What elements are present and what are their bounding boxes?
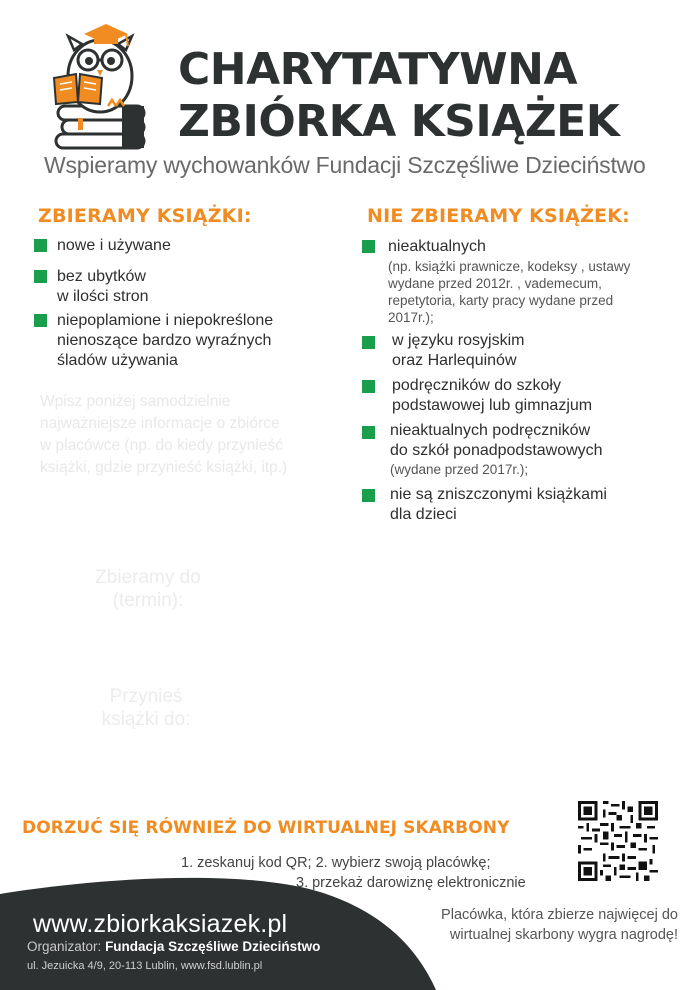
accepted-item-3-line-2: nienoszące bardzo wyraźnych bbox=[57, 332, 272, 349]
rejected-item-2-line-1: w języku rosyjskim bbox=[392, 332, 525, 349]
info-placeholder-line-4: książki, gdzie przynieść książki, itp.) bbox=[40, 459, 288, 476]
accepted-item-3-line-3: śladów używania bbox=[57, 352, 178, 369]
organizer-label: Organizator: bbox=[27, 939, 102, 954]
info-placeholder-line-3: w placówce (np. do kiedy przynieść bbox=[40, 437, 283, 454]
rejected-item-4-line-1: nieaktualnych podręczników bbox=[390, 422, 591, 439]
rejected-item-5-line-1: nie są zniszczonymi książkami bbox=[390, 486, 607, 503]
organizer-address: ul. Jezuicka 4/9, 20-113 Lublin, www.fsd.lublin.pl bbox=[27, 960, 263, 972]
rejected-heading: NIE ZBIERAMY KSIĄŻEK: bbox=[367, 205, 630, 227]
prize-line-2: wirtualnej skarbony wygra nagrodę! bbox=[449, 927, 678, 943]
rejected-item-3-line-2: podstawowej lub gimnazjum bbox=[392, 397, 593, 414]
title-line-1: CHARYTATYWNA bbox=[178, 44, 578, 95]
rejected-item-1: nieaktualnych bbox=[388, 238, 486, 255]
rejected-item-3-line-1: podręczników do szkoły bbox=[392, 377, 561, 394]
organizer-line bbox=[27, 939, 320, 954]
rejected-item-4-line-2: do szkół ponadpodstawowych bbox=[390, 442, 603, 459]
deadline-placeholder-line-1: Zbieramy do bbox=[95, 567, 201, 588]
rejected-item-1-note-2: wydane przed 2012r. , vademecum, bbox=[388, 276, 602, 291]
rejected-item-1-note-3: repetytoria, karty pracy wydane przed bbox=[388, 293, 614, 308]
virtual-step-line-2: 3. przekaż darowiznę elektronicznie bbox=[296, 875, 526, 891]
deadline-placeholder-line-2: (termin): bbox=[112, 590, 184, 611]
rejected-item-1-note-1: (np. książki prawnicze, kodeksy , ustawy bbox=[388, 259, 631, 274]
virtual-step-line-1: 1. zeskanuj kod QR; 2. wybierz swoją placówkę; bbox=[181, 855, 491, 871]
info-placeholder-line-1: Wpisz poniżej samodzielnie bbox=[40, 393, 231, 410]
rejected-item-4-note: (wydane przed 2017r.); bbox=[390, 462, 529, 477]
subtitle: Wspieramy wychowanków Fundacji Szczęśliwe Dzieciństwo bbox=[44, 152, 646, 178]
bring-placeholder-line-2: książki do: bbox=[101, 709, 191, 730]
bring-placeholder-line-1: Przynieś bbox=[109, 686, 183, 707]
website-url[interactable]: www.zbiorkaksiazek.pl bbox=[33, 910, 288, 938]
accepted-item-2-line-1: bez ubytków bbox=[57, 268, 146, 285]
title-line-2: ZBIÓRKA KSIĄŻEK bbox=[178, 96, 620, 147]
accepted-heading: ZBIERAMY KSIĄŻKI: bbox=[38, 205, 252, 227]
accepted-item-1: nowe i używane bbox=[57, 237, 171, 254]
accepted-item-3-line-1: niepoplamione i niepokreślone bbox=[57, 312, 274, 329]
virtual-bank-heading: DORZUĆ SIĘ RÓWNIEŻ DO WIRTUALNEJ SKARBONY bbox=[22, 818, 510, 838]
prize-line-1: Placówka, która zbierze najwięcej do bbox=[441, 907, 678, 923]
organizer-name: Fundacja Szczęśliwe Dzieciństwo bbox=[105, 939, 321, 954]
rejected-item-5-line-2: dla dzieci bbox=[390, 506, 457, 523]
rejected-item-1-note-4: 2017r.); bbox=[388, 310, 434, 325]
info-placeholder-line-2: najważniejsze informacje o zbiórce bbox=[40, 415, 280, 432]
accepted-item-2-line-2: w ilości stron bbox=[57, 288, 149, 305]
rejected-item-2-line-2: oraz Harlequinów bbox=[392, 352, 517, 369]
